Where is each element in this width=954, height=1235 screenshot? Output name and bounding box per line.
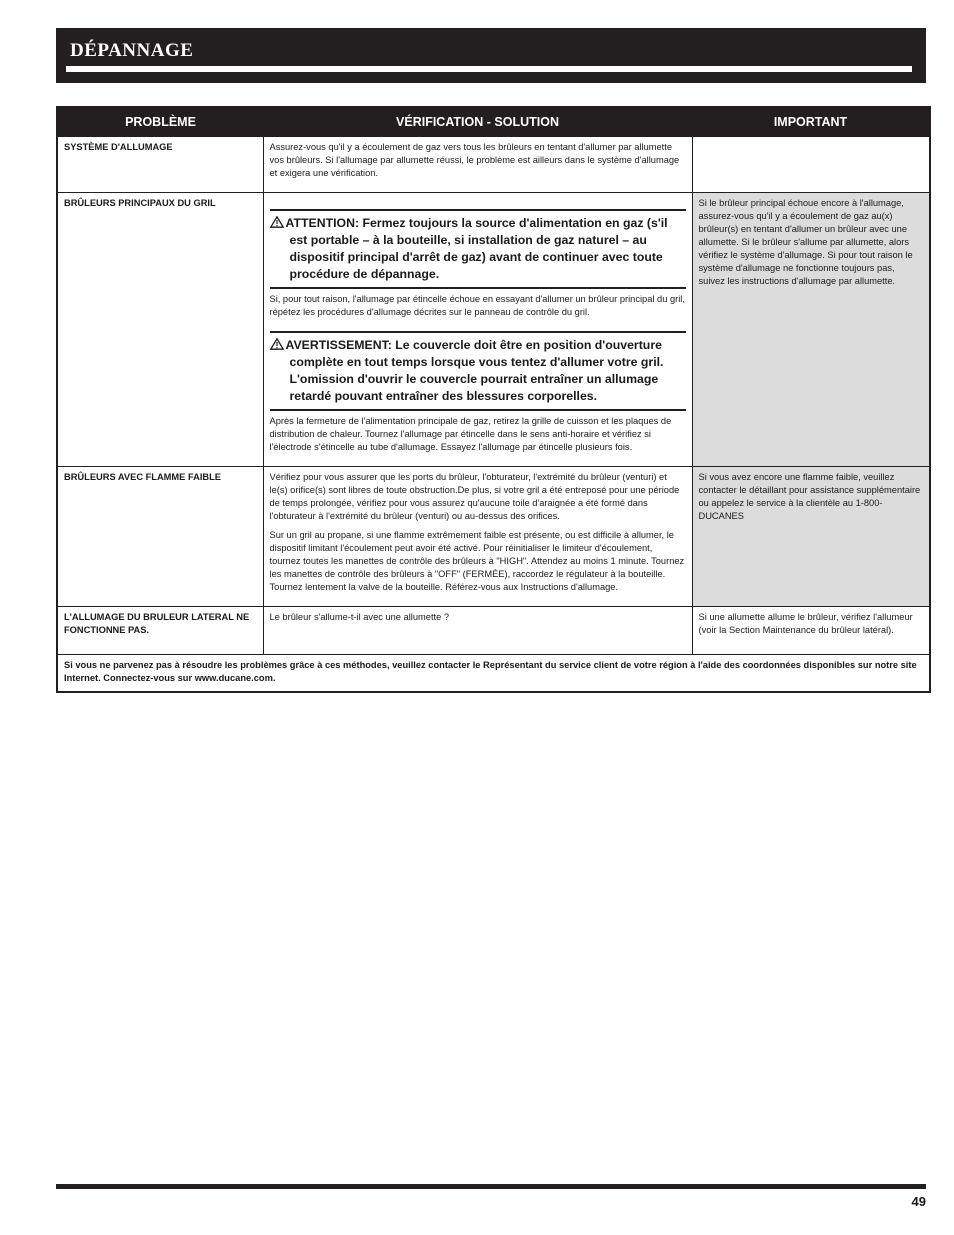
avertissement-text: AVERTISSEMENT: Le couvercle doit être en position d'ouverture complète en tout temps lorsque vous tentez d'allumer votre gril. L'omission d'ouvrir le couvercle pourrait entraîner un allumage retardé pouvant entraîner des blessures corporelles. xyxy=(285,338,664,403)
column-header-solution: VÉRIFICATION - SOLUTION xyxy=(263,107,692,137)
problem-cell: BRÛLEURS AVEC FLAMME FAIBLE xyxy=(57,467,263,607)
attention-box xyxy=(270,209,686,289)
troubleshooting-table xyxy=(56,106,931,693)
solution-text: Si, pour tout raison, l'allumage par étincelle échoue en essayant d'allumer un brûleur principal du gril, répétez les procédures d'allumage décrites sur le panneau de contrôle du gril. xyxy=(269,294,685,317)
solution-cell xyxy=(263,607,692,655)
contact-note: Si vous ne parvenez pas à résoudre les problèmes grâce à ces méthodes, veuillez contacter le Représentant du service client de votre région à l'aide des coordonnées disponibles sur notre site Internet. Connectez-vous sur www.ducane.com. xyxy=(57,655,930,693)
column-header-important: IMPORTANT xyxy=(692,107,930,137)
table-row xyxy=(57,607,930,655)
page-footer-rule xyxy=(56,1184,926,1189)
table-row xyxy=(57,467,930,607)
warning-triangle-icon xyxy=(270,338,284,350)
solution-cell xyxy=(263,193,692,467)
page-number: 49 xyxy=(911,1194,926,1209)
problem-cell: L'ALLUMAGE DU BRULEUR LATERAL NE FONCTIONNE PAS. xyxy=(57,607,263,655)
avertissement-box xyxy=(270,331,686,411)
solution-text: Vérifiez pour vous assurer que les ports du brûleur, l'obturateur, l'extrémité du brûleur (venturi) et le(s) orifice(s) sont libres de toute obstruction.De plus, si votre gril a été entreposé pour une période de temps prolongée, vérifiez pour vous assurez qu'aucune toile d'araignée a été formé dans l'obturateur à l'extrémité du brûleur (venturi) ou au-dessus des orifices. xyxy=(269,472,680,521)
solution-text: Après la fermeture de l'alimentation principale de gaz, retirez la grille de cuisson et les plaques de distribution de chaleur. Tournez l'allumage par étincelle dans le sens anti-horaire et vérifiez si l'électrode s'étincelle au tube d'allumage. Essayez l'allumage par étincelle plusieurs fois. xyxy=(269,416,672,452)
banner-rule xyxy=(66,66,912,72)
important-cell: Si vous avez encore une flamme faible, veuillez contacter le détaillant pour assistance supplémentaire ou appelez le service à la clientèle au 1-800-DUCANES xyxy=(692,467,930,607)
section-banner xyxy=(56,28,926,83)
section-title: DÉPANNAGE xyxy=(70,40,194,61)
warning-triangle-icon xyxy=(270,216,284,228)
important-cell: Si le brûleur principal échoue encore à l'allumage, assurez-vous qu'il y a écoulement de gaz au(x) brûleur(s) en tentant d'allumer un brûleur avec une allumette. Si le brûleur s'allume par allumette, alors vérifiez le système d'allumage. Si pour tout raison le système d'allumage ne fonctionne toujours pas, suivez les instructions d'allumage par allumette. xyxy=(692,193,930,467)
problem-cell: BRÛLEURS PRINCIPAUX DU GRIL xyxy=(57,193,263,467)
solution-text: Assurez-vous qu'il y a écoulement de gaz vers tous les brûleurs en tentant d'allumer par allumette vos brûleurs. Si l'allumage par allumette réussi, le problème est ailleurs dans le système d'allumage et exigera une vérification. xyxy=(269,142,680,178)
solution-text: Le brûleur s'allume-t-il avec une allumette ? xyxy=(269,612,450,622)
important-cell: Si une allumette allume le brûleur, vérifiez l'allumeur (voir la Section Maintenance du brûleur latéral). xyxy=(692,607,930,655)
solution-cell xyxy=(263,467,692,607)
table-row xyxy=(57,193,930,467)
table-header-row xyxy=(57,107,930,137)
table-row xyxy=(57,137,930,193)
problem-cell: SYSTÈME D'ALLUMAGE xyxy=(57,137,263,193)
solution-text: Sur un gril au propane, si une flamme extrêmement faible est présente, ou est difficile à allumer, le dispositif limitant l'écoulement peut avoir été activé. Pour réinitialiser le limiteur d'écoulement, tournez toutes les manettes de contrôle des brûleurs à "HIGH". Attendez au moins 1 minute. Tournez les manettes de contrôle des brûleurs à "OFF" (FERMÉE), raccordez le régulateur à la bouteille. Tournez lentement la valve de la bouteille. Référez-vous aux Instructions d'allumage. xyxy=(269,530,685,592)
table-footer-row xyxy=(57,655,930,693)
solution-cell xyxy=(263,137,692,193)
column-header-problem: PROBLÈME xyxy=(57,107,263,137)
important-cell xyxy=(692,137,930,193)
attention-text: ATTENTION: Fermez toujours la source d'alimentation en gaz (s'il est portable – à la bouteille, si installation de gaz naturel – au dispositif principal d'arrêt de gaz) avant de continuer avec toute procédure de dépannage. xyxy=(285,216,668,281)
